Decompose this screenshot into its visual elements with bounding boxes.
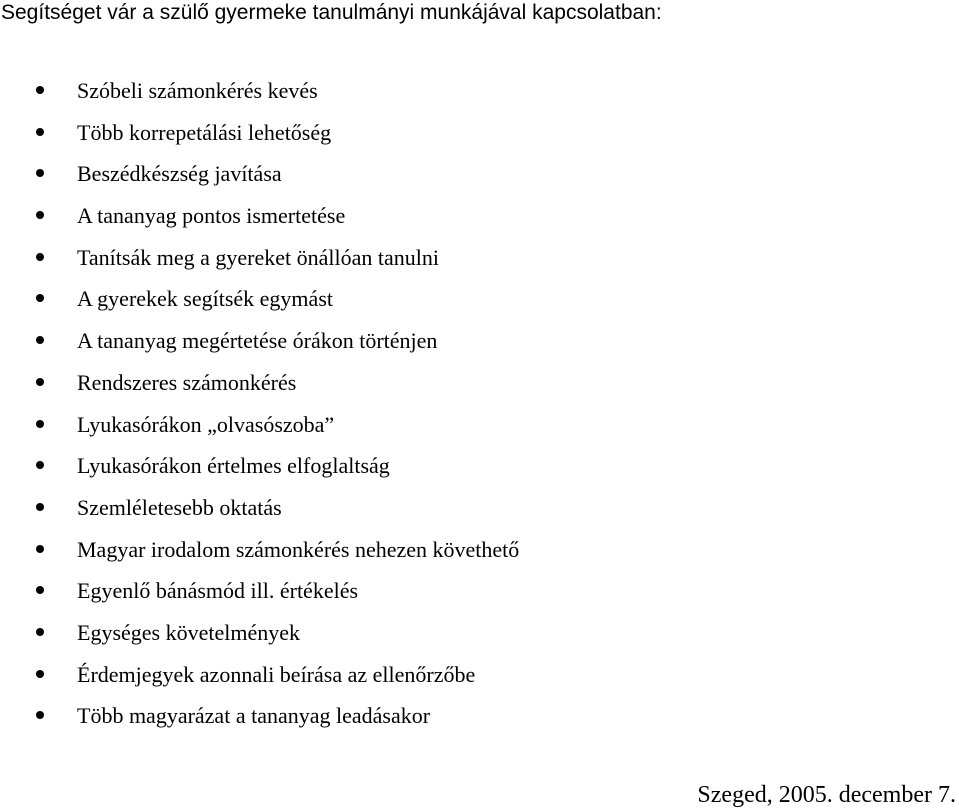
list-item-text: A gyerekek segítsék egymást <box>77 286 333 312</box>
document-heading: Segítséget vár a szülő gyermeke tanulmányi munkájával kapcsolatban: <box>1 1 662 24</box>
bullet-icon <box>36 545 44 553</box>
list-item-text: Szóbeli számonkérés kevés <box>77 78 318 103</box>
bullet-icon <box>36 169 44 177</box>
bullet-icon <box>36 670 44 678</box>
list-item-text: Lyukasórákon értelmes elfoglaltság <box>77 453 390 479</box>
list-item-text: A tananyag pontos ismertetése <box>77 203 346 229</box>
bullet-icon <box>36 211 44 219</box>
bullet-icon <box>36 378 44 386</box>
place-date-footer: Szeged, 2005. december 7. <box>697 782 956 808</box>
list-item-text: Rendszeres számonkérés <box>77 369 297 395</box>
list-item-text: Szemléletesebb oktatás <box>77 494 282 520</box>
list-item-text: Több magyarázat a tananyag leadásakor <box>77 703 431 729</box>
list-item-text: Magyar irodalom számonkérés nehezen követhető <box>77 536 520 562</box>
bullet-icon <box>36 461 44 469</box>
list-item-text: Több korrepetálási lehetőség <box>77 119 332 145</box>
bullet-icon <box>36 253 44 261</box>
bullet-icon <box>36 503 44 511</box>
list-item-text: Egységes követelmények <box>77 619 300 645</box>
list-item-text: Egyenlő bánásmód ill. értékelés <box>77 578 359 604</box>
bullet-icon <box>36 420 44 428</box>
bullet-icon <box>36 86 44 94</box>
list-item-text: Érdemjegyek azonnali beírása az ellenőrzőbe <box>77 661 476 687</box>
list-item-text: Tanítsák meg a gyereket önállóan tanulni <box>77 244 439 270</box>
list-item-text: A tananyag megértetése órákon történjen <box>77 328 438 354</box>
bullet-icon <box>36 711 44 719</box>
bullet-icon <box>36 628 44 636</box>
list-item-text: Beszédkészség javítása <box>77 161 282 187</box>
bullet-icon <box>36 586 44 594</box>
bullet-icon <box>36 294 44 302</box>
list-item-text: Lyukasórákon „olvasószoba” <box>77 411 335 437</box>
bullet-icon <box>36 336 44 344</box>
bullet-icon <box>36 128 44 136</box>
